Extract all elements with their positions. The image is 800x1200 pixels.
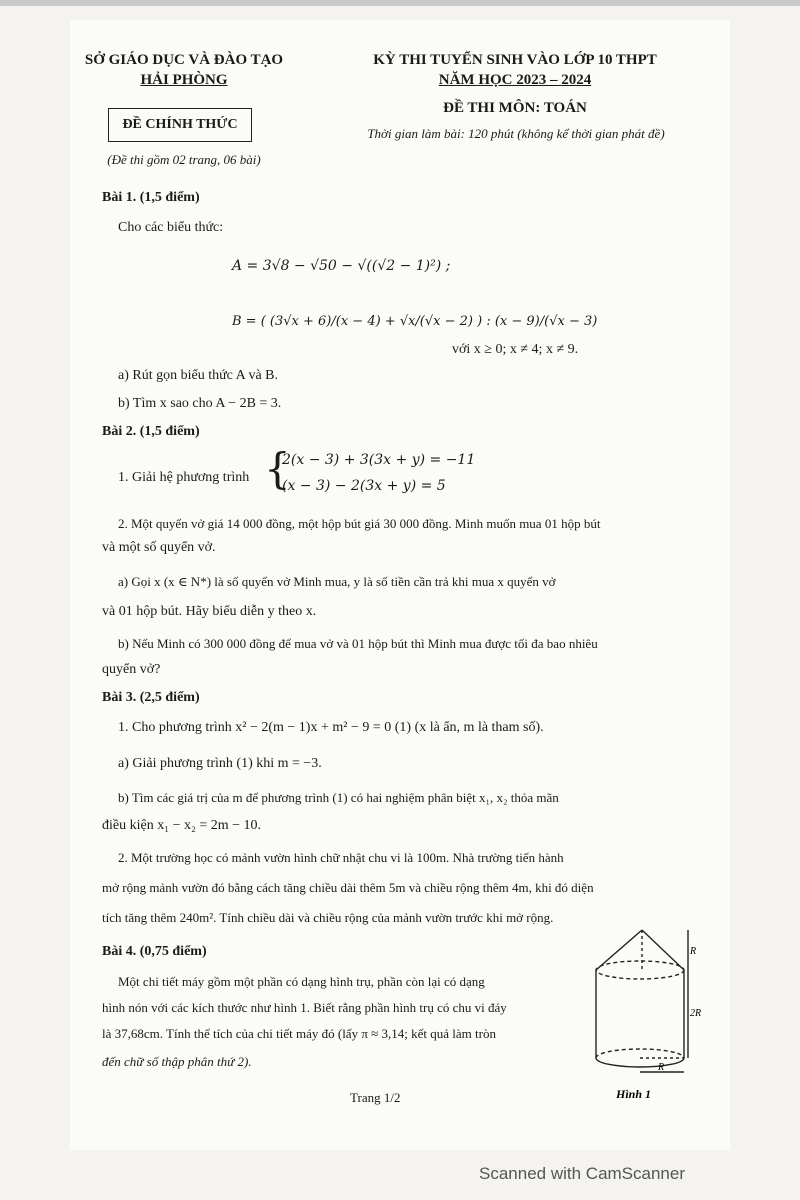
bai2-qa-line1: a) Gọi x (x ∈ N*) là số quyển vở Minh mua, y là số tiền cần trả khi mua x quyển vở (118, 574, 556, 589)
bai1-expr-a: A = 3√8 − √50 − √((√2 − 1)²) ; (232, 258, 451, 274)
exam-subject: ĐỀ THI MÔN: TOÁN (443, 100, 587, 116)
department-name: SỞ GIÁO DỤC VÀ ĐÀO TẠO (84, 52, 284, 68)
bai3-title: Bài 3. (2,5 điểm) (102, 690, 200, 705)
system-brace: { (264, 444, 291, 493)
top-border (0, 0, 800, 6)
bai2-q2-line2: và một số quyển vở. (102, 540, 216, 555)
bai2-qa-line2: và 01 hộp bút. Hãy biểu diễn y theo x. (102, 604, 317, 619)
bai2-q2-line1: 2. Một quyển vở giá 14 000 đồng, một hộp bút giá 30 000 đồng. Minh muốn mua 01 hộp bút (118, 516, 601, 531)
bai2-qb-line1: b) Nếu Minh có 300 000 đồng để mua vở và 01 hộp bút thì Minh mua được tối đa bao nhiêu (118, 636, 598, 651)
page-number: Trang 1/2 (350, 1090, 401, 1105)
bai1-title: Bài 1. (1,5 điểm) (102, 190, 200, 205)
figure-label-bottom: R (658, 1062, 665, 1073)
cylinder-top-ellipse (596, 961, 684, 979)
bai1-intro: Cho các biểu thức: (118, 220, 224, 235)
bai3-qb-line1: b) Tìm các giá trị của m để phương trình (1) có hai nghiệm phân biệt x₁, x₂ thỏa mãn (118, 790, 559, 805)
bai3-q2-line2: mở rộng mảnh vườn đó bằng cách tăng chiều dài thêm 5m và chiều rộng thêm 4m, khi đó diện (102, 880, 594, 895)
bai2-q1-label: 1. Giải hệ phương trình (118, 470, 250, 485)
cone-right-edge (642, 930, 684, 970)
bai2-qb-line2: quyển vở? (102, 662, 161, 677)
camscanner-watermark: Scanned with CamScanner (479, 1164, 686, 1183)
time-note: Thời gian làm bài: 120 phút (không kể thời gian phát đề) (367, 126, 665, 141)
school-year: NĂM HỌC 2023 – 2024 (438, 72, 592, 88)
bai4-line1: Một chi tiết máy gồm một phần có dạng hình trụ, phần còn lại có dạng (118, 974, 485, 989)
figure-caption: Hình 1 (616, 1087, 652, 1101)
bai4-line2: hình nón với các kích thước như hình 1. Biết rằng phần hình trụ có chu vi đáy (102, 1000, 507, 1015)
figure-label-side: 2R (690, 1008, 702, 1019)
cylinder-bottom-front (596, 1058, 684, 1067)
cylinder-bottom-back (596, 1049, 684, 1058)
bai3-q1: 1. Cho phương trình x² − 2(m − 1)x + m² − 9 = 0 (1) (x là ẩn, m là tham số). (118, 720, 544, 735)
bai1-condition: với x ≥ 0; x ≠ 4; x ≠ 9. (452, 342, 579, 357)
figure-label-top: R (690, 946, 697, 957)
figure-cone-cylinder (584, 920, 704, 1110)
system-equation-2: (x − 3) − 2(3x + y) = 5 (282, 478, 446, 494)
official-exam-box (108, 108, 252, 142)
exam-title: KỲ THI TUYỂN SINH VÀO LỚP 10 THPT (373, 52, 657, 68)
bai2-title: Bài 2. (1,5 điểm) (102, 424, 200, 439)
bai4-line4: đến chữ số thập phân thứ 2). (102, 1054, 252, 1069)
city-name: HẢI PHÒNG (140, 72, 228, 88)
pages-note: (Đề thi gồm 02 trang, 06 bài) (107, 152, 261, 167)
official-exam-label: ĐỀ CHÍNH THỨC (122, 117, 238, 132)
system-equation-1: 2(x − 3) + 3(3x + y) = −11 (282, 452, 476, 468)
bai3-qb-line2: điều kiện x₁ − x₂ = 2m − 10. (102, 818, 262, 833)
bai3-question-a: a) Giải phương trình (1) khi m = −3. (118, 756, 322, 771)
bai1-question-a: a) Rút gọn biểu thức A và B. (118, 368, 279, 383)
bai4-line3: là 37,68cm. Tính thể tích của chi tiết máy đó (lấy π ≈ 3,14; kết quả làm tròn (102, 1026, 496, 1041)
cone-left-edge (596, 930, 642, 970)
bai4-title: Bài 4. (0,75 điểm) (102, 944, 207, 959)
bai3-q2-line3: tích tăng thêm 240m². Tính chiều dài và chiều rộng của mảnh vườn trước khi mở rộng. (102, 910, 554, 925)
bai1-question-b: b) Tìm x sao cho A − 2B = 3. (118, 396, 282, 411)
bai1-expr-b: B = ( (3√x + 6)/(x − 4) + √x/(√x − 2) ) : (x − 9)/(√x − 3) (232, 314, 598, 329)
bai3-q2-line1: 2. Một trường học có mảnh vườn hình chữ nhật chu vi là 100m. Nhà trường tiến hành (118, 850, 564, 865)
